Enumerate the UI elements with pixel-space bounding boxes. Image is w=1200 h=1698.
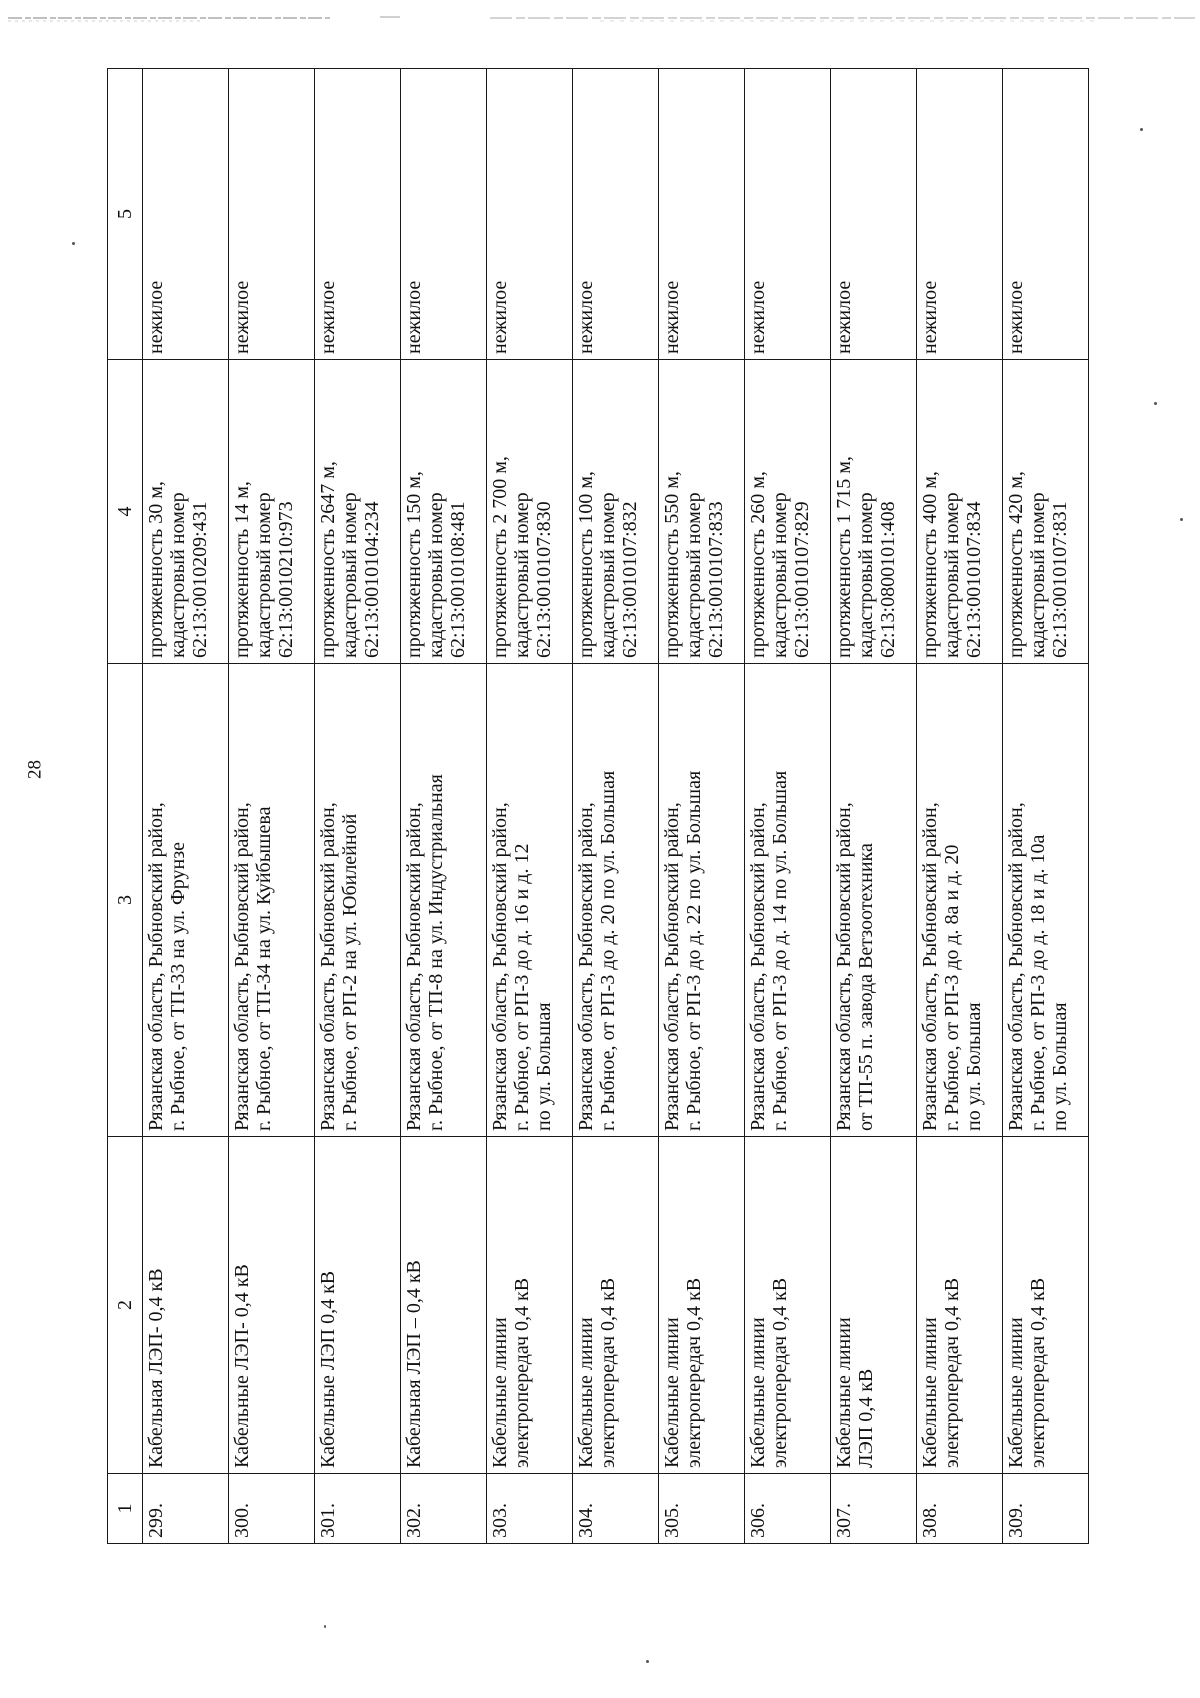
row-number-cell: 299.: [143, 1474, 229, 1544]
page-number: 28: [24, 760, 46, 779]
address-cell-line: г. Рыбное, от ТП-34 на ул. Куйбышева: [253, 806, 275, 1131]
characteristics-cell: [487, 360, 573, 664]
column-header: 5: [108, 69, 143, 360]
address-cell-line: Рязанская область, Рыбновский район,: [1005, 802, 1027, 1131]
characteristics-cell-line: 62:13:0010107:831: [1049, 501, 1071, 658]
purpose-cell: нежилое: [487, 69, 573, 360]
row-number-cell: 309.: [1003, 1474, 1089, 1544]
purpose-cell: нежилое: [659, 69, 745, 360]
address-cell-line: Рязанская область, Рыбновский район,: [833, 802, 855, 1131]
object-name-cell-line: Кабельная ЛЭП – 0,4 кВ: [403, 1260, 425, 1468]
column-header: 1: [108, 1474, 143, 1544]
table-row: [917, 69, 1003, 1544]
object-name-cell-line: ЛЭП 0,4 кВ: [855, 1368, 877, 1468]
characteristics-cell-line: 62:13:0010107:830: [533, 501, 555, 658]
address-cell: [745, 664, 831, 1137]
column-header: 4: [108, 360, 143, 664]
scan-speck: [646, 1660, 649, 1663]
characteristics-cell-line: кадастровый номер: [425, 492, 447, 658]
object-name-cell-line: Кабельные линии: [575, 1317, 597, 1468]
object-name-cell-line: Кабельные линии: [833, 1317, 855, 1468]
address-cell: [573, 664, 659, 1137]
characteristics-cell-line: 62:13:0010107:829: [791, 501, 813, 658]
purpose-cell: нежилое: [229, 69, 315, 360]
characteristics-cell-line: протяженность 420 м,: [1005, 471, 1027, 658]
object-name-cell: [401, 1137, 487, 1474]
address-cell: [143, 664, 229, 1137]
object-name-cell-line: электропередач 0,4 кВ: [683, 1277, 705, 1468]
object-name-cell-line: Кабельные линии: [661, 1317, 683, 1468]
object-name-cell: [315, 1137, 401, 1474]
table-row: [573, 69, 659, 1544]
object-name-cell-line: Кабельные линии: [1005, 1317, 1027, 1468]
table-body: [143, 69, 1089, 1544]
purpose-cell: нежилое: [1003, 69, 1089, 360]
characteristics-cell-line: протяженность 30 м,: [145, 481, 167, 658]
address-cell-line: г. Рыбное, от РП-3 до д. 22 по ул. Большая: [683, 770, 705, 1131]
characteristics-cell: [573, 360, 659, 664]
purpose-cell: нежилое: [315, 69, 401, 360]
characteristics-cell: [143, 360, 229, 664]
column-header: 2: [108, 1137, 143, 1474]
characteristics-cell-line: кадастровый номер: [941, 492, 963, 658]
characteristics-cell-line: протяженность 100 м,: [575, 471, 597, 658]
object-name-cell-line: Кабельные ЛЭП 0,4 кВ: [317, 1270, 339, 1468]
object-name-cell: [659, 1137, 745, 1474]
purpose-cell: нежилое: [831, 69, 917, 360]
table-row: [143, 69, 229, 1544]
table-row: [229, 69, 315, 1544]
row-number-cell: 303.: [487, 1474, 573, 1544]
address-cell-line: Рязанская область, Рыбновский район,: [661, 802, 683, 1131]
characteristics-cell-line: протяженность 14 м,: [231, 481, 253, 658]
characteristics-cell-line: протяженность 150 м,: [403, 471, 425, 658]
characteristics-cell-line: кадастровый номер: [683, 492, 705, 658]
characteristics-cell-line: кадастровый номер: [597, 492, 619, 658]
address-cell: [917, 664, 1003, 1137]
characteristics-cell: [659, 360, 745, 664]
object-name-cell-line: электропередач 0,4 кВ: [1027, 1277, 1049, 1468]
object-name-cell-line: электропередач 0,4 кВ: [769, 1277, 791, 1468]
scan-speck: [1154, 402, 1157, 405]
characteristics-cell: [1003, 360, 1089, 664]
column-header: 3: [108, 664, 143, 1137]
characteristics-cell-line: протяженность 400 м,: [919, 471, 941, 658]
address-cell-line: по ул. Большая: [533, 1002, 555, 1131]
characteristics-cell-line: 62:13:0010209:431: [189, 501, 211, 658]
object-name-cell-line: электропередач 0,4 кВ: [941, 1277, 963, 1468]
row-number-cell: 300.: [229, 1474, 315, 1544]
scan-speck: [1180, 518, 1183, 521]
address-cell-line: от ТП-55 п. завода Ветзоотехника: [855, 843, 877, 1131]
scan-speck: [324, 1625, 326, 1628]
object-name-cell: [831, 1137, 917, 1474]
characteristics-cell-line: 62:13:0010107:833: [705, 501, 727, 658]
object-name-cell-line: Кабельная ЛЭП- 0,4 кВ: [145, 1268, 167, 1468]
object-name-cell: [745, 1137, 831, 1474]
characteristics-cell-line: протяженность 2647 м,: [317, 461, 339, 658]
characteristics-cell: [831, 360, 917, 664]
characteristics-cell-line: протяженность 260 м,: [747, 471, 769, 658]
address-cell-line: г. Рыбное, от РП-3 до д. 8а и д. 20: [941, 844, 963, 1131]
address-cell-line: г. Рыбное, от ТП-33 на ул. Фрунзе: [167, 841, 189, 1131]
row-number-cell: 305.: [659, 1474, 745, 1544]
object-name-cell: [143, 1137, 229, 1474]
object-name-cell: [573, 1137, 659, 1474]
purpose-cell: нежилое: [745, 69, 831, 360]
characteristics-cell-line: кадастровый номер: [855, 492, 877, 658]
characteristics-cell-line: протяженность 550 м,: [661, 471, 683, 658]
purpose-cell: нежилое: [573, 69, 659, 360]
characteristics-cell-line: кадастровый номер: [339, 492, 361, 658]
object-name-cell-line: Кабельные линии: [489, 1317, 511, 1468]
address-cell: [315, 664, 401, 1137]
address-cell: [229, 664, 315, 1137]
characteristics-cell-line: 62:13:0010108:481: [447, 501, 469, 658]
row-number-cell: 301.: [315, 1474, 401, 1544]
object-name-cell: [487, 1137, 573, 1474]
address-cell-line: Рязанская область, Рыбновский район,: [747, 802, 769, 1131]
characteristics-cell-line: 62:13:0010104:234: [361, 501, 383, 658]
characteristics-cell-line: кадастровый номер: [253, 492, 275, 658]
characteristics-cell: [745, 360, 831, 664]
scan-speck: [1140, 128, 1143, 131]
scan-speck: [72, 242, 75, 245]
purpose-cell: нежилое: [401, 69, 487, 360]
property-table: [107, 68, 1089, 1544]
address-cell-line: по ул. Большая: [1049, 1002, 1071, 1131]
object-name-cell: [917, 1137, 1003, 1474]
row-number-cell: 304.: [573, 1474, 659, 1544]
object-name-cell-line: Кабельные линии: [919, 1317, 941, 1468]
characteristics-cell-line: протяженность 1 715 м,: [833, 456, 855, 658]
table-row: [315, 69, 401, 1544]
characteristics-cell-line: кадастровый номер: [511, 492, 533, 658]
characteristics-cell: [229, 360, 315, 664]
characteristics-cell-line: кадастровый номер: [167, 492, 189, 658]
address-cell-line: г. Рыбное, от РП-3 до д. 20 по ул. Большая: [597, 770, 619, 1131]
row-number-cell: 307.: [831, 1474, 917, 1544]
object-name-cell-line: электропередач 0,4 кВ: [597, 1277, 619, 1468]
characteristics-cell-line: 62:13:0800101:408: [877, 501, 899, 658]
address-cell-line: Рязанская область, Рыбновский район,: [145, 802, 167, 1131]
object-name-cell-line: Кабельные линии: [747, 1317, 769, 1468]
purpose-cell: нежилое: [917, 69, 1003, 360]
table-row: [745, 69, 831, 1544]
object-name-cell: [229, 1137, 315, 1474]
characteristics-cell-line: 62:13:0010210:973: [275, 501, 297, 658]
address-cell-line: Рязанская область, Рыбновский район,: [231, 802, 253, 1131]
address-cell: [659, 664, 745, 1137]
address-cell: [487, 664, 573, 1137]
address-cell-line: г. Рыбное, от РП-3 до д. 18 и д. 10а: [1027, 834, 1049, 1131]
table-row: [401, 69, 487, 1544]
address-cell-line: Рязанская область, Рыбновский район,: [317, 802, 339, 1131]
address-cell: [831, 664, 917, 1137]
address-cell: [1003, 664, 1089, 1137]
characteristics-cell: [315, 360, 401, 664]
row-number-cell: 306.: [745, 1474, 831, 1544]
object-name-cell: [1003, 1137, 1089, 1474]
address-cell-line: по ул. Большая: [963, 1002, 985, 1131]
address-cell-line: Рязанская область, Рыбновский район,: [489, 802, 511, 1131]
characteristics-cell: [401, 360, 487, 664]
purpose-cell: нежилое: [143, 69, 229, 360]
address-cell-line: г. Рыбное, от РП-3 до д. 14 по ул. Большая: [769, 770, 791, 1131]
scan-edge-marks: [0, 0, 1200, 30]
address-cell-line: г. Рыбное, от РП-2 на ул. Юбилейной: [339, 813, 361, 1131]
table-row: [487, 69, 573, 1544]
address-cell-line: Рязанская область, Рыбновский район,: [575, 802, 597, 1131]
characteristics-cell-line: 62:13:0010107:832: [619, 501, 641, 658]
rotated-table-frame: [107, 69, 1089, 1544]
table-header-row: [108, 69, 143, 1544]
object-name-cell-line: электропередач 0,4 кВ: [511, 1277, 533, 1468]
table-row: [831, 69, 917, 1544]
row-number-cell: 302.: [401, 1474, 487, 1544]
address-cell-line: Рязанская область, Рыбновский район,: [403, 802, 425, 1131]
address-cell-line: г. Рыбное, от РП-3 до д. 16 и д. 12: [511, 843, 533, 1131]
row-number-cell: 308.: [917, 1474, 1003, 1544]
characteristics-cell: [917, 360, 1003, 664]
address-cell-line: г. Рыбное, от ТП-8 на ул. Индустриальная: [425, 774, 447, 1131]
table-row: [659, 69, 745, 1544]
table-row: [1003, 69, 1089, 1544]
address-cell: [401, 664, 487, 1137]
object-name-cell-line: Кабельные ЛЭП- 0,4 кВ: [231, 1264, 253, 1468]
address-cell-line: Рязанская область, Рыбновский район,: [919, 802, 941, 1131]
characteristics-cell-line: 62:13:0010107:834: [963, 501, 985, 658]
characteristics-cell-line: кадастровый номер: [1027, 492, 1049, 658]
characteristics-cell-line: протяженность 2 700 м,: [489, 456, 511, 658]
characteristics-cell-line: кадастровый номер: [769, 492, 791, 658]
